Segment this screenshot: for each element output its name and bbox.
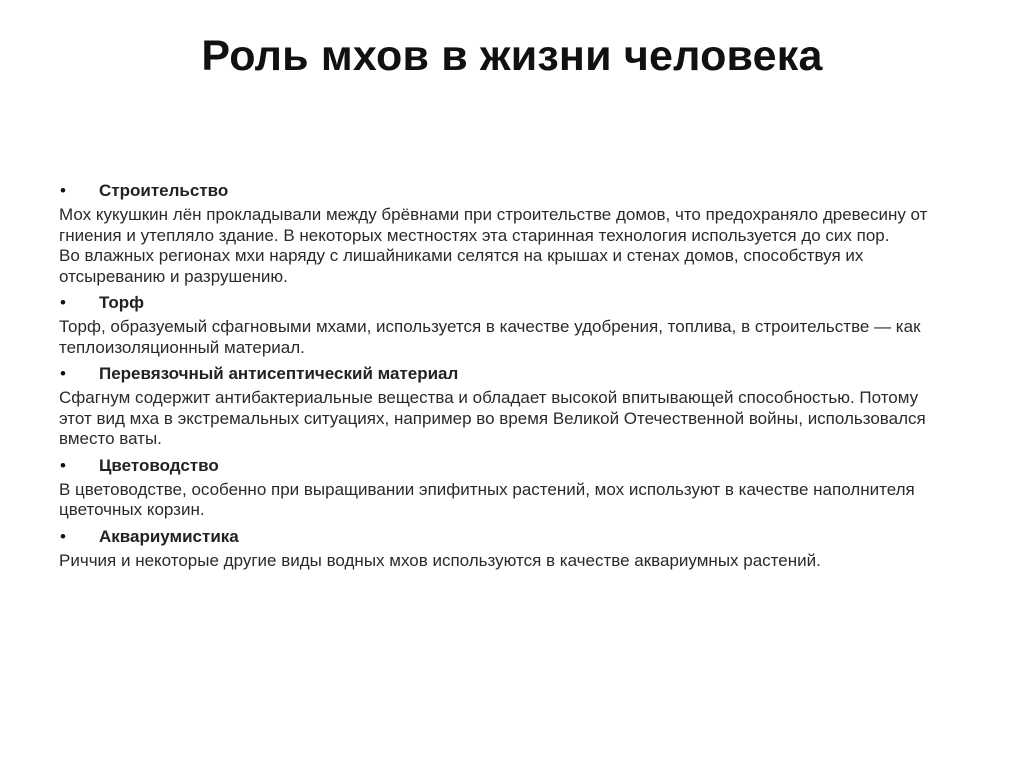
section-heading: Перевязочный антисептический материал (99, 364, 459, 383)
section-heading-row (59, 180, 959, 204)
section-paragraph: Торф, образуемый сфагновыми мхами, используется в качестве удобрения, топлива, в строительстве — как теплоизоляционный материал. (59, 317, 921, 357)
section-heading-row (59, 455, 959, 479)
section-heading-row (59, 292, 959, 316)
section-heading-row (59, 363, 959, 387)
section-heading-row (59, 526, 959, 550)
section-heading: Аквариумистика (99, 526, 239, 546)
section-heading: Цветоводство (99, 455, 219, 475)
section-paragraph: В цветоводстве, особенно при выращивании эпифитных растений, мох используют в качестве наполнителя цветочных корзин. (59, 479, 915, 519)
section-paragraph: Мох кукушкин лён прокладывали между брёвнами при строительстве домов, что предохраняло древесину от гниения и утепляло здание. В некоторых местностях эта старинная технология используется до сих пор. (59, 205, 928, 245)
section-heading: Строительство (99, 181, 229, 200)
section-paragraph: Риччия и некоторые другие виды водных мхов используются в качестве аквариумных растений. (59, 550, 821, 570)
section-heading: Торф (99, 293, 144, 312)
bullet-icon: • (60, 181, 66, 200)
bullet-icon: • (60, 526, 66, 546)
section-paragraph: Сфагнум содержит антибактериальные вещества и обладает высокой впитывающей способностью. Потому этот вид мха в экстремальных ситуациях, например во время Великой Отечественной войны, использовался вместо ваты. (59, 388, 926, 448)
slide-title: Роль мхов в жизни человека (201, 32, 823, 80)
bullet-icon: • (60, 455, 66, 475)
slide-content (59, 180, 959, 571)
bullet-icon: • (60, 293, 66, 312)
bullet-icon: • (60, 364, 66, 383)
section-paragraph: Во влажных регионах мхи наряду с лишайниками селятся на крышах и стенах домов, способствуя их отсыреванию и разрушению. (59, 246, 864, 286)
